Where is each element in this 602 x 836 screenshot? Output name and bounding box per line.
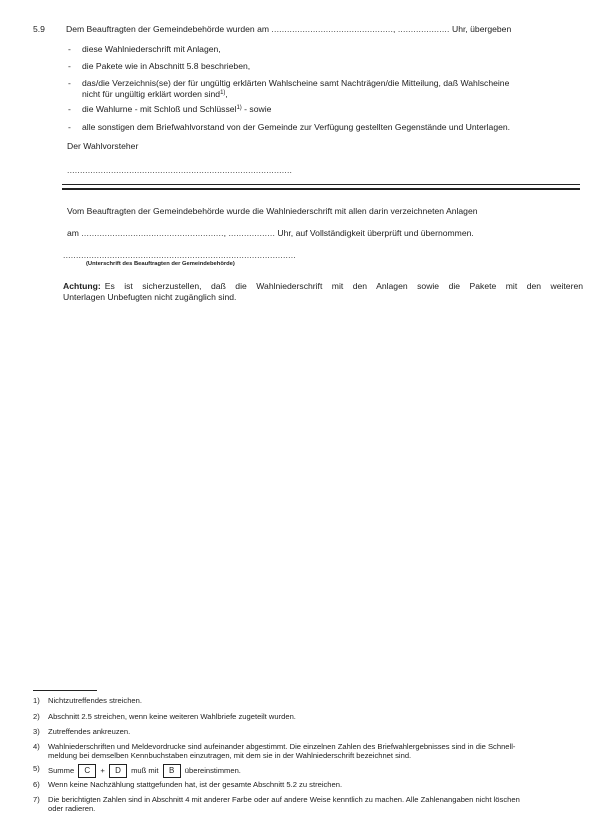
- footnote-text: [48, 742, 593, 761]
- list-item-text: alle sonstigen dem Briefwahlvorstand von der Gemeinde zur Verfügung gestellten Gegenstände und Unterlagen.: [82, 122, 511, 132]
- handover-time-field[interactable]: ..................: [228, 228, 276, 238]
- wahlvorsteher-signature-field[interactable]: .......................................................................................: [67, 165, 293, 175]
- list-item-text: das/die Verzeichnis(se) der für ungültig erklärten Wahlscheine samt Nachträgen/die Mitteilung, daß Wahlscheine: [82, 78, 510, 88]
- footnote-number: 6): [33, 780, 40, 789]
- achtung-line1: Es ist sicherzustellen, daß die Wahlniederschrift mit den Anlagen sowie die Pakete mit den weiteren: [104, 281, 583, 291]
- footnote-text-line1: Wahlniederschriften und Meldevordrucke sind aufeinander abgestimmt. Die einzelnen Zahlen des Briefwahlergebnisses sind in die Schnell-: [48, 742, 516, 751]
- section-header-line: [33, 24, 593, 35]
- list-item-text-cont: [82, 104, 271, 115]
- separator-thick: [62, 188, 580, 190]
- footnote-text-line2: meldung bei demselben Kennbuchstaben einzutragen, mit dem sie in der Wahlniederschrift bezeichnet sind.: [48, 751, 412, 761]
- comma: ,: [223, 228, 227, 238]
- comma: ,: [393, 24, 396, 34]
- achtung-notice: [63, 281, 583, 302]
- dash: -: [68, 78, 71, 88]
- footnote-number: 7): [33, 795, 40, 804]
- muss-mit-label: muß mit: [131, 766, 159, 775]
- footnote-number: 4): [33, 742, 40, 751]
- footnote-separator: [33, 690, 97, 691]
- footnote-text: Wenn keine Nachzählung stattgefunden hat, ist der gesamte Abschnitt 5.2 zu streichen.: [48, 780, 343, 789]
- footnote-number: 3): [33, 727, 40, 736]
- list-item-text-end: - sowie: [241, 104, 272, 114]
- separator-thin: [62, 184, 580, 185]
- box-c: C: [78, 764, 96, 778]
- box-d: D: [109, 764, 127, 778]
- plus-sign: +: [100, 766, 105, 775]
- list-item-text-line2: nicht für ungültig erklärt worden sind: [82, 89, 221, 99]
- dash: -: [68, 122, 71, 132]
- dash: -: [68, 104, 71, 114]
- list-item-text-end: ,: [225, 89, 228, 99]
- footnote-end: übereinstimmen.: [184, 766, 241, 775]
- achtung-line2: Unterlagen Unbefugten nicht zugänglich sind.: [63, 291, 237, 302]
- box-b: B: [163, 764, 181, 778]
- signature-caption: (Unterschrift des Beauftragten der Gemeindebehörde): [86, 261, 235, 267]
- achtung-label: Achtung:: [63, 281, 101, 291]
- footnote-text: [48, 795, 593, 814]
- list-item-text: die Wahlurne - mit Schloß und Schlüssel: [82, 104, 237, 114]
- footnote-text-line2: oder radieren.: [48, 804, 96, 814]
- section-number: 5.9: [33, 24, 45, 34]
- footnote-number: 5): [33, 764, 40, 773]
- section-intro-end: Uhr, übergeben: [451, 24, 512, 34]
- handover-text: Vom Beauftragten der Gemeindebehörde wurde die Wahlniederschrift mit allen darin verzeichneten Anlagen: [67, 206, 478, 216]
- footnote-text-line1: Die berichtigten Zahlen sind in Abschnitt 4 mit anderer Farbe oder auf andere Weise kenntlich zu machen. Alle Zahlenangaben nicht löschen: [48, 795, 520, 804]
- time-field[interactable]: ....................: [397, 24, 450, 34]
- handover-date-line: [67, 228, 474, 239]
- wahlvorsteher-label: Der Wahlvorsteher: [67, 141, 139, 151]
- handover-end-text: Uhr, auf Vollständigkeit überprüft und übernommen.: [277, 228, 474, 238]
- dash: -: [68, 61, 71, 71]
- handover-signature-field[interactable]: ..........................................................................................: [63, 250, 296, 260]
- date-field[interactable]: ...............................................: [271, 24, 394, 34]
- list-item-text-cont: [82, 89, 228, 100]
- footnote-text: Nichtzutreffendes streichen.: [48, 696, 142, 705]
- list-item-text: diese Wahlniederschrift mit Anlagen,: [82, 44, 221, 54]
- footnote-ref: 1): [220, 90, 226, 96]
- list-item-text: die Pakete wie in Abschnitt 5.8 beschrieben,: [82, 61, 251, 71]
- footnote-number: 2): [33, 712, 40, 721]
- footnote-text: Abschnitt 2.5 streichen, wenn keine weiteren Wahlbriefe zugeteilt wurden.: [48, 712, 296, 721]
- footnote-text: Zutreffendes ankreuzen.: [48, 727, 131, 736]
- footnote-text: [48, 764, 593, 778]
- handover-date-field[interactable]: .......................................................: [81, 228, 224, 238]
- section-intro-text: Dem Beauftragten der Gemeindebehörde wurden am: [66, 24, 270, 34]
- dash: -: [68, 44, 71, 54]
- footnote-ref: 1): [236, 105, 242, 111]
- footnote-number: 1): [33, 696, 40, 705]
- am-label: am: [67, 228, 79, 238]
- summe-label: Summe: [48, 766, 75, 775]
